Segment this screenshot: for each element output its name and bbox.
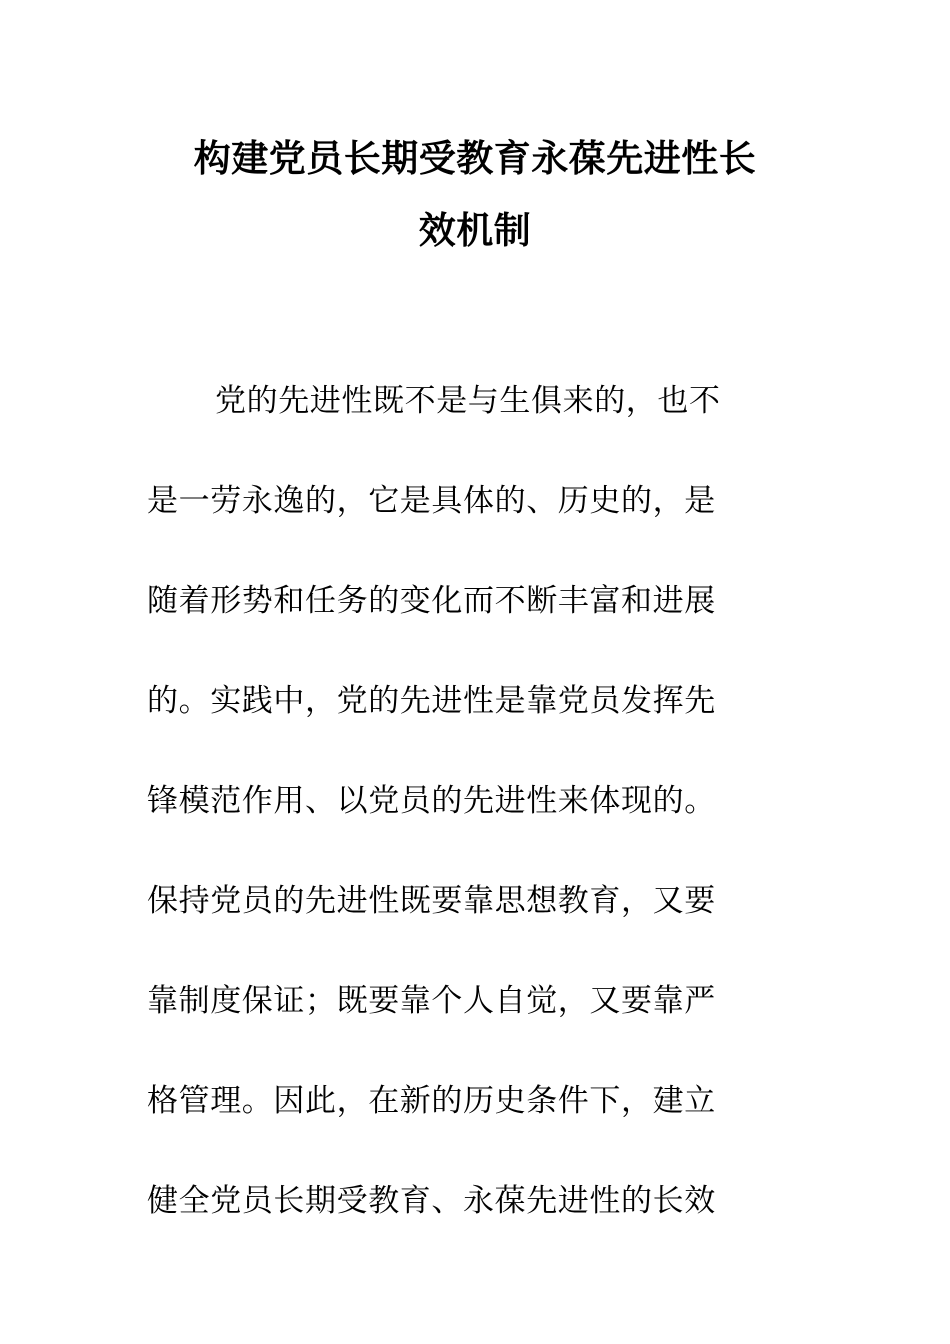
document-title — [140, 123, 810, 267]
paragraph-line-2: 是一劳永逸的，它是具体的、历史的，是 — [147, 483, 716, 519]
paragraph-line-5: 锋模范作用、以党员的先进性来体现的。 — [147, 783, 716, 819]
title-line-2: 效机制 — [418, 209, 532, 252]
paragraph-line-9: 健全党员长期受教育、永葆先进性的长效 — [147, 1183, 716, 1219]
paragraph-line-7: 靠制度保证；既要靠个人自觉，又要靠严 — [147, 983, 716, 1019]
paragraph-line-1: 党的先进性既不是与生俱来的，也不 — [215, 383, 721, 419]
paragraph-line-4: 的。实践中，党的先进性是靠党员发挥先 — [147, 683, 716, 719]
body-paragraph — [147, 368, 787, 1268]
paragraph-line-8: 格管理。因此，在新的历史条件下，建立 — [147, 1083, 716, 1119]
paragraph-line-6: 保持党员的先进性既要靠思想教育，又要 — [147, 883, 716, 919]
title-line-1: 构建党员长期受教育永葆先进性长 — [193, 137, 757, 180]
paragraph-line-3: 随着形势和任务的变化而不断丰富和进展 — [147, 583, 716, 619]
